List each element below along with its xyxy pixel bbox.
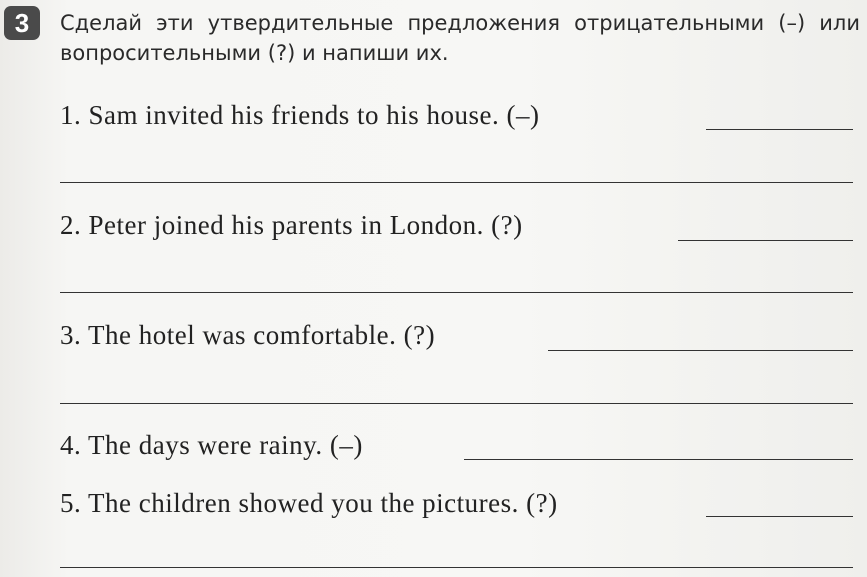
answer-line-5b[interactable]	[60, 567, 853, 568]
exercise-instruction: Сделай эти утвердительные предложения отрицательными (–) или вопросительными (?) и напиши их.	[60, 11, 860, 65]
answer-line-3b[interactable]	[60, 403, 853, 404]
item-sentence: Sam invited his friends to his house. (–)	[88, 100, 540, 130]
exercise-item-3	[60, 320, 435, 351]
answer-line-2b[interactable]	[60, 292, 853, 293]
exercise-item-1	[60, 100, 539, 131]
exercise-item-4	[60, 430, 363, 461]
item-number: 1.	[60, 100, 82, 130]
item-sentence: The children showed you the pictures. (?)	[88, 488, 558, 518]
exercise-item-5	[60, 488, 558, 519]
answer-line-1b[interactable]	[60, 182, 853, 183]
exercise-item-2	[60, 210, 523, 241]
item-sentence: The days were rainy. (–)	[88, 430, 363, 460]
item-number: 3.	[60, 320, 82, 350]
item-number: 4.	[60, 430, 82, 460]
item-sentence: Peter joined his parents in London. (?)	[88, 210, 523, 240]
item-number: 2.	[60, 210, 82, 240]
answer-line-5a[interactable]	[706, 516, 853, 517]
answer-line-1a[interactable]	[706, 129, 853, 130]
item-number: 5.	[60, 488, 82, 518]
exercise-number-badge: 3	[4, 6, 40, 40]
answer-line-4a[interactable]	[464, 459, 853, 460]
answer-line-3a[interactable]	[548, 350, 853, 351]
answer-line-2a[interactable]	[678, 240, 853, 241]
item-sentence: The hotel was comfortable. (?)	[88, 320, 436, 350]
